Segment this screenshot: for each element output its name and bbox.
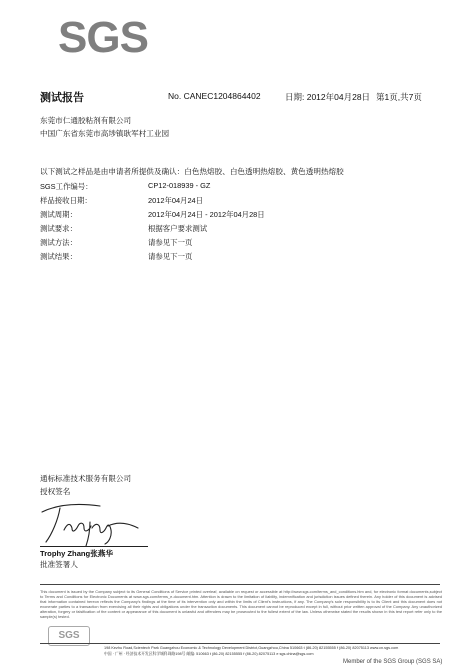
field-value: 2012年04月24日 - 2012年04月28日 bbox=[148, 210, 265, 219]
address-chinese: 中国 · 广州 · 经济技术开发区科学城科珠路198号 邮编: 510663 t (86-20) 82155555 f (86-20) 82075113 e sgs.china@sgs.com bbox=[104, 652, 314, 656]
field-label: SGS工作编号： bbox=[40, 182, 93, 191]
field-label: 测试周期： bbox=[40, 210, 77, 219]
signature-rule bbox=[40, 546, 148, 547]
field-value: 2012年04月24日 bbox=[148, 196, 204, 205]
issuer-company: 通标标准技术服务有限公司 bbox=[40, 474, 132, 483]
field-label: 样品接收日期： bbox=[40, 196, 92, 205]
signatory-role: 批准签署人 bbox=[40, 560, 78, 569]
client-name: 东莞市仁通胶粘剂有限公司 bbox=[40, 116, 132, 125]
member-note: Member of the SGS Group (SGS SA) bbox=[343, 659, 443, 665]
field-value: CP12-018939 - GZ bbox=[148, 181, 211, 190]
address-english: 198 Kezhu Road,Scientech Park Guangzhou Economic & Technology Development District,Guangzhou,China 510663 t (86-20) 82155555 f (86-20) 82075113 www.cn.sgs.com bbox=[104, 646, 399, 650]
legal-disclaimer: This document is issued by the Company subject to its General Conditions of Service printed overleaf, available on request or accessible at http://www.sgs.com/terms_and_conditions.htm and, for electronic format documents,subject to Terms and Conditions for Electronic Documents at www.sgs.com/terms_e-document.htm. Attention is drawn to the limitation of liability, indemnification and jurisdiction issues defined therein. Any holder of this document is advised that information contained hereon reflects the Company's findings at the time of its intervention only and within the limits of Client's instructions, if any. The Company's sole responsibility is to its Client and this document does not exonerate parties to a transaction from exercising all their rights and obligations under the transaction documents. This document cannot be reproduced except in full, without prior written approval of the Company. Any unauthorized alteration, forgery or falsification of the content or appearance of this document is unlawful and offenders may be prosecuted to the fullest extent of the law. Unless otherwise stated the results shown in this test report refer only to the sample(s) tested. bbox=[40, 589, 442, 619]
report-number: No. CANEC1204864402 bbox=[168, 91, 261, 101]
field-label: 测试结果： bbox=[40, 252, 77, 261]
field-label: 测试要求： bbox=[40, 224, 77, 233]
field-value: 请参见下一页 bbox=[148, 238, 193, 247]
footer-rule-bottom bbox=[40, 643, 440, 644]
sgs-stamp-icon: SGS bbox=[48, 626, 90, 646]
page-title: 测试报告 bbox=[40, 92, 84, 104]
sample-intro: 以下测试之样品是由申请者所提供及确认：白色热熔胶、白色透明热熔胶、黄色透明热熔胶 bbox=[40, 167, 344, 176]
client-address: 中国广东省东莞市高埗镇耿军村工业园 bbox=[40, 129, 170, 138]
field-label: 测试方法： bbox=[40, 238, 77, 247]
footer-rule bbox=[40, 584, 440, 585]
signatory-name: Trophy Zhang张燕华 bbox=[40, 549, 113, 558]
report-date: 日期: 2012年04月28日 bbox=[285, 92, 371, 102]
authorized-signature-label: 授权签名 bbox=[40, 487, 71, 496]
handwritten-signature bbox=[38, 500, 158, 548]
field-value: 根据客户要求测试 bbox=[148, 224, 208, 233]
page-indicator: 第1页,共7页 bbox=[376, 92, 422, 102]
field-value: 请参见下一页 bbox=[148, 252, 193, 261]
sgs-logo: SGS bbox=[58, 13, 148, 62]
